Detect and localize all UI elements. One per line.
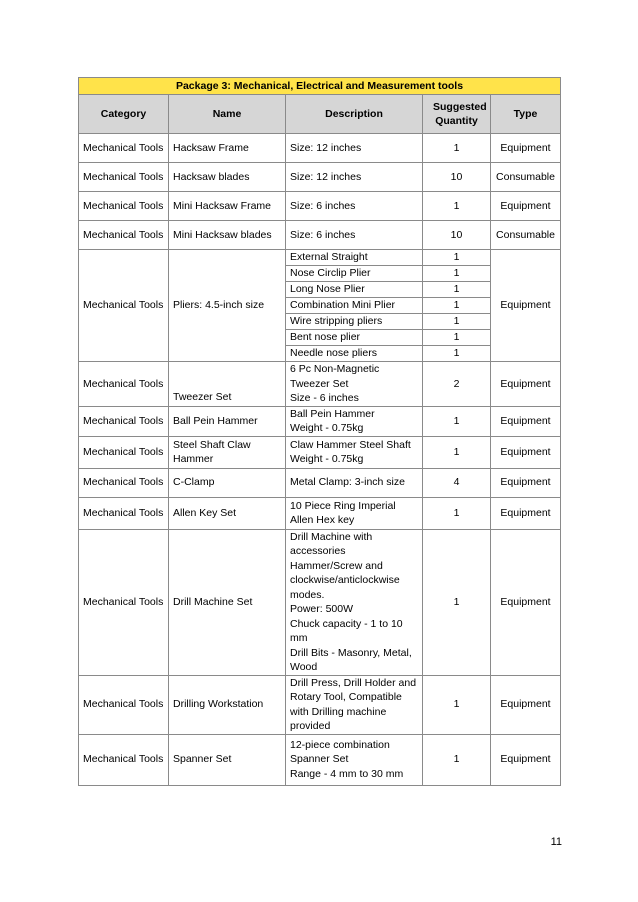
cell-quantity: 1 bbox=[423, 529, 491, 675]
cell-description: Bent nose plier bbox=[286, 330, 423, 346]
cell-type: Equipment bbox=[491, 734, 561, 785]
cell-name: Pliers: 4.5-inch size bbox=[169, 250, 286, 362]
table-row bbox=[79, 675, 561, 734]
cell-category: Mechanical Tools bbox=[79, 362, 169, 407]
cell-quantity: 4 bbox=[423, 468, 491, 497]
cell-description: 6 Pc Non-Magnetic Tweezer Set Size - 6 inches bbox=[286, 362, 423, 407]
cell-category: Mechanical Tools bbox=[79, 468, 169, 497]
cell-category: Mechanical Tools bbox=[79, 250, 169, 362]
cell-quantity: 2 bbox=[423, 362, 491, 407]
tools-table bbox=[78, 77, 561, 786]
cell-type: Equipment bbox=[491, 250, 561, 362]
cell-description: Size: 12 inches bbox=[286, 163, 423, 192]
cell-type: Equipment bbox=[491, 468, 561, 497]
cell-description: Combination Mini Plier bbox=[286, 298, 423, 314]
table-row bbox=[79, 497, 561, 529]
cell-category: Mechanical Tools bbox=[79, 163, 169, 192]
cell-type: Equipment bbox=[491, 675, 561, 734]
table-title-row bbox=[79, 78, 561, 95]
cell-description: Claw Hammer Steel Shaft Weight - 0.75kg bbox=[286, 436, 423, 468]
cell-quantity: 1 bbox=[423, 266, 491, 282]
cell-quantity: 1 bbox=[423, 406, 491, 436]
cell-description: Long Nose Plier bbox=[286, 282, 423, 298]
table-row bbox=[79, 436, 561, 468]
table-row bbox=[79, 406, 561, 436]
cell-description: Wire stripping pliers bbox=[286, 314, 423, 330]
cell-type: Consumable bbox=[491, 221, 561, 250]
table-row bbox=[79, 734, 561, 785]
cell-type: Equipment bbox=[491, 406, 561, 436]
cell-category: Mechanical Tools bbox=[79, 406, 169, 436]
cell-name: Drilling Workstation bbox=[169, 675, 286, 734]
table-row bbox=[79, 221, 561, 250]
header-name: Name bbox=[169, 95, 286, 134]
cell-quantity: 1 bbox=[423, 314, 491, 330]
table-row bbox=[79, 134, 561, 163]
cell-category: Mechanical Tools bbox=[79, 734, 169, 785]
cell-type: Consumable bbox=[491, 163, 561, 192]
cell-quantity: 1 bbox=[423, 675, 491, 734]
cell-name: Ball Pein Hammer bbox=[169, 406, 286, 436]
cell-description: 10 Piece Ring Imperial Allen Hex key bbox=[286, 497, 423, 529]
cell-quantity: 1 bbox=[423, 436, 491, 468]
cell-description: Drill Machine with accessories Hammer/Screw and clockwise/anticlockwise modes. Power: 500W Chuck capacity - 1 to 10 mm Drill Bits - Masonry, Metal, Wood bbox=[286, 529, 423, 675]
cell-category: Mechanical Tools bbox=[79, 221, 169, 250]
cell-quantity: 1 bbox=[423, 134, 491, 163]
cell-name: Hacksaw Frame bbox=[169, 134, 286, 163]
cell-type: Equipment bbox=[491, 436, 561, 468]
cell-description: Nose Circlip Plier bbox=[286, 266, 423, 282]
cell-description: External Straight bbox=[286, 250, 423, 266]
cell-name: C-Clamp bbox=[169, 468, 286, 497]
cell-type: Equipment bbox=[491, 529, 561, 675]
cell-name: Mini Hacksaw Frame bbox=[169, 192, 286, 221]
cell-type: Equipment bbox=[491, 192, 561, 221]
cell-description: Size: 12 inches bbox=[286, 134, 423, 163]
cell-quantity: 1 bbox=[423, 298, 491, 314]
table-row bbox=[79, 362, 561, 407]
table-row bbox=[79, 468, 561, 497]
cell-quantity: 1 bbox=[423, 282, 491, 298]
cell-name: Steel Shaft Claw Hammer bbox=[169, 436, 286, 468]
cell-quantity: 1 bbox=[423, 250, 491, 266]
table-row bbox=[79, 529, 561, 675]
cell-quantity: 1 bbox=[423, 346, 491, 362]
cell-type: Equipment bbox=[491, 497, 561, 529]
cell-description: 12-piece combination Spanner Set Range - 4 mm to 30 mm bbox=[286, 734, 423, 785]
cell-name: Tweezer Set bbox=[169, 362, 286, 407]
table-row bbox=[79, 163, 561, 192]
cell-type: Equipment bbox=[491, 134, 561, 163]
cell-type: Equipment bbox=[491, 362, 561, 407]
cell-description: Drill Press, Drill Holder and Rotary Tool, Compatible with Drilling machine provided bbox=[286, 675, 423, 734]
cell-name: Spanner Set bbox=[169, 734, 286, 785]
cell-quantity: 1 bbox=[423, 734, 491, 785]
cell-category: Mechanical Tools bbox=[79, 529, 169, 675]
page-number: 11 bbox=[550, 836, 562, 848]
cell-description: Ball Pein Hammer Weight - 0.75kg bbox=[286, 406, 423, 436]
table-title: Package 3: Mechanical, Electrical and Measurement tools bbox=[79, 78, 561, 95]
cell-quantity: 1 bbox=[423, 497, 491, 529]
cell-description: Metal Clamp: 3-inch size bbox=[286, 468, 423, 497]
cell-category: Mechanical Tools bbox=[79, 497, 169, 529]
header-quantity: Suggested Quantity bbox=[423, 95, 491, 134]
cell-description: Size: 6 inches bbox=[286, 192, 423, 221]
header-row bbox=[79, 95, 561, 134]
cell-quantity: 1 bbox=[423, 330, 491, 346]
cell-description: Needle nose pliers bbox=[286, 346, 423, 362]
table-row bbox=[79, 250, 561, 266]
cell-quantity: 10 bbox=[423, 221, 491, 250]
header-description: Description bbox=[286, 95, 423, 134]
header-type: Type bbox=[491, 95, 561, 134]
cell-name: Drill Machine Set bbox=[169, 529, 286, 675]
cell-category: Mechanical Tools bbox=[79, 436, 169, 468]
cell-name: Hacksaw blades bbox=[169, 163, 286, 192]
cell-quantity: 10 bbox=[423, 163, 491, 192]
cell-category: Mechanical Tools bbox=[79, 192, 169, 221]
table-row bbox=[79, 192, 561, 221]
cell-category: Mechanical Tools bbox=[79, 134, 169, 163]
cell-name: Allen Key Set bbox=[169, 497, 286, 529]
cell-quantity: 1 bbox=[423, 192, 491, 221]
cell-name: Mini Hacksaw blades bbox=[169, 221, 286, 250]
header-category: Category bbox=[79, 95, 169, 134]
cell-category: Mechanical Tools bbox=[79, 675, 169, 734]
cell-description: Size: 6 inches bbox=[286, 221, 423, 250]
